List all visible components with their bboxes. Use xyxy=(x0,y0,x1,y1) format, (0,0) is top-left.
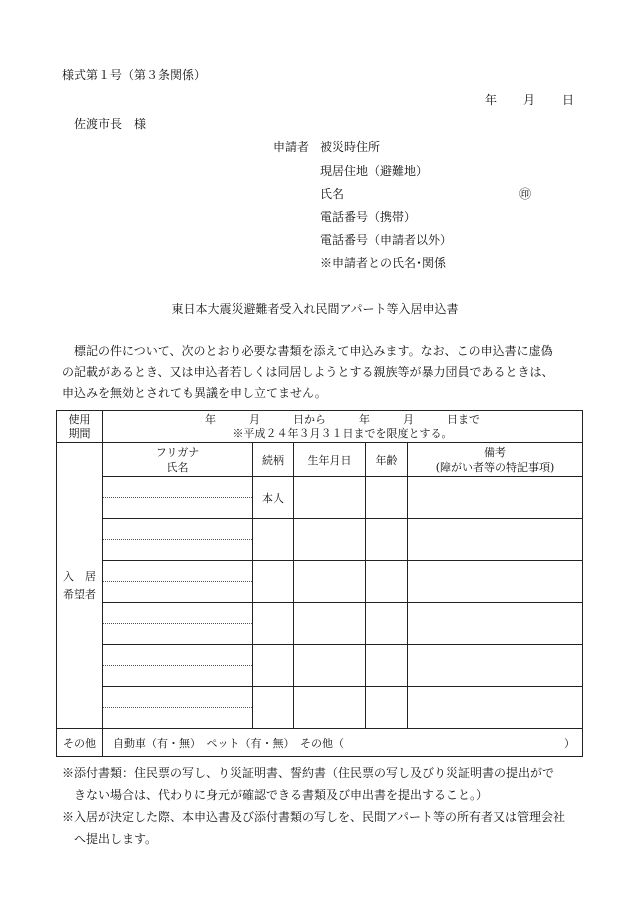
applicant-field-residence: 現居住地（避難地） xyxy=(320,164,429,178)
remarks-cell[interactable] xyxy=(408,561,583,603)
table-row xyxy=(57,561,583,603)
addressee: 佐渡市長 様 xyxy=(74,117,147,131)
header-furigana: フリガナ xyxy=(155,445,200,459)
note-submission-cont: へ提出します。 xyxy=(74,832,158,846)
seal-mark: ㊞ xyxy=(519,187,532,201)
header-remarks-title: 備考 xyxy=(484,445,507,459)
remarks-cell[interactable] xyxy=(408,519,583,561)
name-cell[interactable] xyxy=(103,687,253,729)
relation-cell[interactable]: 本人 xyxy=(253,477,294,519)
table-row xyxy=(57,645,583,687)
residents-label-line1: 入 居 xyxy=(63,569,96,583)
age-cell[interactable] xyxy=(366,519,408,561)
period-label xyxy=(57,411,103,443)
header-birth: 生年月日 xyxy=(294,443,366,477)
relation-cell[interactable] xyxy=(253,645,294,687)
period-limit-note: ※平成２４年３月３１日までを限度とする。 xyxy=(232,426,453,440)
age-cell[interactable] xyxy=(366,687,408,729)
relation-cell[interactable] xyxy=(253,519,294,561)
relation-cell[interactable] xyxy=(253,687,294,729)
name-cell[interactable] xyxy=(103,645,253,687)
note-attachments-cont: きない場合は、代わりに身元が確認できる書類及び申出書を提出すること。） xyxy=(74,788,489,802)
residents-label xyxy=(57,443,103,729)
body-line-2: の記載があるとき、又は申込者若しくは同居しようとする親族等が暴力団員であるときは、 xyxy=(62,365,554,379)
form-number: 様式第１号（第３条関係） xyxy=(62,68,207,82)
header-name: 氏名 xyxy=(166,460,189,474)
birth-cell[interactable] xyxy=(294,519,366,561)
applicant-label: 申請者 xyxy=(273,140,310,154)
header-row xyxy=(57,443,583,477)
age-cell[interactable] xyxy=(366,603,408,645)
other-label: その他 xyxy=(57,729,103,757)
table-row xyxy=(57,687,583,729)
remarks-cell[interactable] xyxy=(408,645,583,687)
body-line-1: 標記の件について、次のとおり必要な書類を添えて申込みます。なお、この申込書に虚偽 xyxy=(62,344,553,358)
birth-cell[interactable] xyxy=(294,561,366,603)
birth-cell[interactable] xyxy=(294,603,366,645)
other-row xyxy=(57,729,583,757)
date-year: 年 xyxy=(485,93,498,107)
header-furigana-name xyxy=(103,443,253,477)
period-label-line1: 使用 xyxy=(68,412,91,426)
relation-cell[interactable] xyxy=(253,561,294,603)
relation-cell[interactable] xyxy=(253,603,294,645)
table-row xyxy=(57,477,583,519)
name-cell[interactable] xyxy=(103,477,253,519)
header-remarks xyxy=(408,443,583,477)
application-table xyxy=(56,410,583,757)
birth-cell[interactable] xyxy=(294,645,366,687)
birth-cell[interactable] xyxy=(294,687,366,729)
period-dates: 年 月 日から 年 月 日まで xyxy=(205,412,481,426)
applicant-field-relation: ※申請者との氏名･関係 xyxy=(320,256,447,270)
note-attachments: ※添付書類：住民票の写し、り災証明書、誓約書（住民票の写し及びり災証明書の提出がで xyxy=(62,766,555,780)
header-relation: 続柄 xyxy=(253,443,294,477)
date-day: 日 xyxy=(562,93,575,107)
period-field[interactable] xyxy=(103,411,583,443)
header-remarks-sub: (障がい者等の特記事項) xyxy=(435,460,555,474)
period-label-line2: 期間 xyxy=(68,426,91,440)
remarks-cell[interactable] xyxy=(408,687,583,729)
name-cell[interactable] xyxy=(103,603,253,645)
applicant-field-address: 被災時住所 xyxy=(320,140,381,154)
document-title: 東日本大震災避難者受入れ民間アパート等入居申込書 xyxy=(171,302,459,316)
applicant-field-name: 氏名 xyxy=(320,187,345,201)
table-row xyxy=(57,519,583,561)
birth-cell[interactable] xyxy=(294,477,366,519)
notes xyxy=(62,762,584,850)
age-cell[interactable] xyxy=(366,561,408,603)
applicant-field-other-phone: 電話番号（申請者以外） xyxy=(320,233,453,247)
name-cell[interactable] xyxy=(103,519,253,561)
body-line-3: 申込みを無効とされても異議を申し立てません。 xyxy=(62,386,327,400)
header-age: 年齢 xyxy=(366,443,408,477)
table-row xyxy=(57,603,583,645)
date-month: 月 xyxy=(523,93,536,107)
remarks-cell[interactable] xyxy=(408,603,583,645)
remarks-cell[interactable] xyxy=(408,477,583,519)
age-cell[interactable] xyxy=(366,477,408,519)
note-submission: ※入居が決定した際、本申込書及び添付書類の写しを、民間アパート等の所有者又は管理会社 xyxy=(62,810,566,824)
name-cell[interactable] xyxy=(103,561,253,603)
period-row xyxy=(57,411,583,443)
applicant-field-mobile: 電話番号（携帯） xyxy=(320,210,417,224)
residents-label-line2: 希望者 xyxy=(63,587,96,601)
body-paragraph xyxy=(62,341,584,404)
other-field[interactable]: 自動車（有・無） ペット（有・無） その他（ ） xyxy=(103,729,583,757)
age-cell[interactable] xyxy=(366,645,408,687)
